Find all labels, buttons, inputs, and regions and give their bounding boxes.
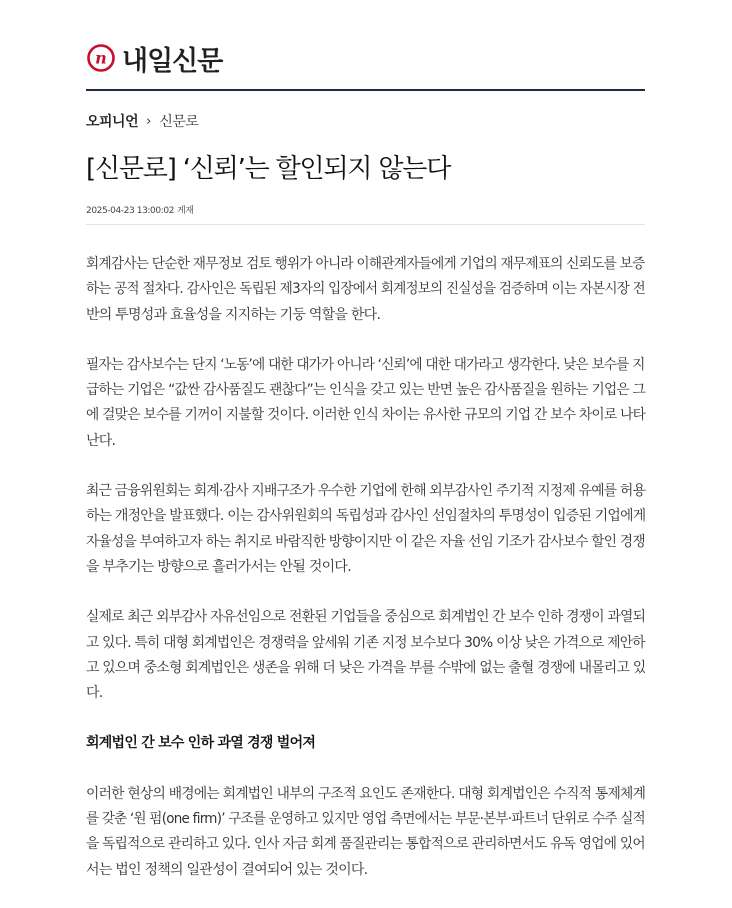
- paragraph: [86, 353, 645, 454]
- paragraph-line: 이러한 현상의 배경에는 회계법인 내부의 구조적 요인도 존재한다. 대형 회계법인은 수직적 통제체계: [86, 785, 646, 802]
- logo-wordmark: 내일신문: [122, 45, 223, 77]
- paragraph-line: 실제로 최근 외부감사 자유선임으로 전환된 기업들을 중심으로 회계법인 간 보수 인하 경쟁이 과열되: [86, 609, 646, 626]
- paragraph-line: 하는 개정안을 발표했다. 이는 감사위원회의 독립성과 감사인 선임절차의 투명성이 입증된 기업에게: [86, 508, 646, 525]
- paragraph: [86, 479, 645, 580]
- breadcrumb-section-link[interactable]: 오피니언: [86, 114, 139, 130]
- paragraph-line: 최근 금융위원회는 회계·감사 지배구조가 우수한 기업에 한해 외부감사인 주기적 지정제 유예를 허용: [86, 483, 646, 500]
- paragraph: [86, 605, 645, 706]
- paragraph-line: 회계감사는 단순한 재무정보 검토 행위가 아니라 이해관계자들에게 기업의 재무제표의 신뢰도를 보증: [86, 256, 645, 272]
- paragraph-line: 반의 투명성과 효율성을 지지하는 기둥 역할을 한다.: [86, 306, 381, 323]
- article-dateline: [86, 203, 197, 216]
- paragraph-line: 자율성을 부여하고자 하는 취지로 바람직한 방향이지만 이 같은 자율 선임 기조가 감사보수 할인 경쟁: [86, 533, 645, 550]
- paragraph-line: 급하는 기업은 “값싼 감사품질도 괜찮다”는 인식을 갖고 있는 반면 높은 감사품질을 원하는 기업은 그: [86, 382, 646, 399]
- article-body: [86, 252, 645, 908]
- paragraph-line: 를 갖춘 ‘원 펌(one firm)’ 구조를 운영하고 있지만 영업 측면에서는 부문·본부·파트너 단위로 수주 실적: [86, 811, 645, 828]
- title-divider: [86, 224, 645, 225]
- paragraph-line: 에 걸맞은 보수를 기꺼이 지불할 것이다. 이러한 인식 차이는 유사한 규모의 기업 간 보수 차이로 나타: [86, 407, 646, 424]
- publish-label: 게재: [177, 206, 194, 216]
- svg-text:n: n: [95, 48, 107, 68]
- paragraph-line: 필자는 감사보수는 단지 ‘노동’에 대한 대가가 아니라 ‘신뢰’에 대한 대가라고 생각한다. 낮은 보수를 지: [86, 356, 645, 373]
- breadcrumb: [86, 111, 198, 131]
- chevron-right-icon: ›: [146, 113, 152, 129]
- subheading: [86, 731, 645, 756]
- paragraph-line: 고 있다. 특히 대형 회계법인은 경쟁력을 앞세워 기존 지정 보수보다 30% 이상 낮은 가격으로 제안하: [86, 634, 645, 651]
- paragraph-line: 하는 공적 절차다. 감사인은 독립된 제3자의 입장에서 회계정보의 진실성을 검증하며 이는 자본시장 전: [86, 281, 646, 298]
- paragraph-line: 고 있으며 중소형 회계법인은 생존을 위해 더 낮은 가격을 부를 수밖에 없는 출혈 경쟁에 내몰리고 있: [86, 659, 646, 676]
- paragraph-line: 난다.: [86, 432, 116, 449]
- publish-date: 2025-04-23 13:00:02: [86, 206, 174, 216]
- masthead-logo[interactable]: [86, 40, 222, 76]
- breadcrumb-subsection-link[interactable]: 신문로: [159, 114, 199, 130]
- paragraph-line: 을 독립적으로 관리하고 있다. 인사 자금 회계 품질관리는 통합적으로 관리하면서도 유독 영업에 있어: [86, 836, 645, 853]
- paragraph: [86, 252, 645, 328]
- paragraph-line: 다.: [86, 685, 103, 702]
- paragraph-line: 을 부추기는 방향으로 흘러가서는 안될 것이다.: [86, 558, 351, 575]
- newspaper-logo-icon: [86, 43, 116, 73]
- paragraph-line: 서는 법인 정책의 일관성이 결여되어 있는 것이다.: [86, 861, 368, 878]
- subheading-text: 회계법인 간 보수 인하 과열 경쟁 벌어져: [86, 735, 316, 752]
- paragraph: [86, 782, 645, 883]
- article-title: [신문로] ‘신뢰’는 할인되지 않는다: [86, 154, 451, 184]
- header-rule: [86, 89, 645, 91]
